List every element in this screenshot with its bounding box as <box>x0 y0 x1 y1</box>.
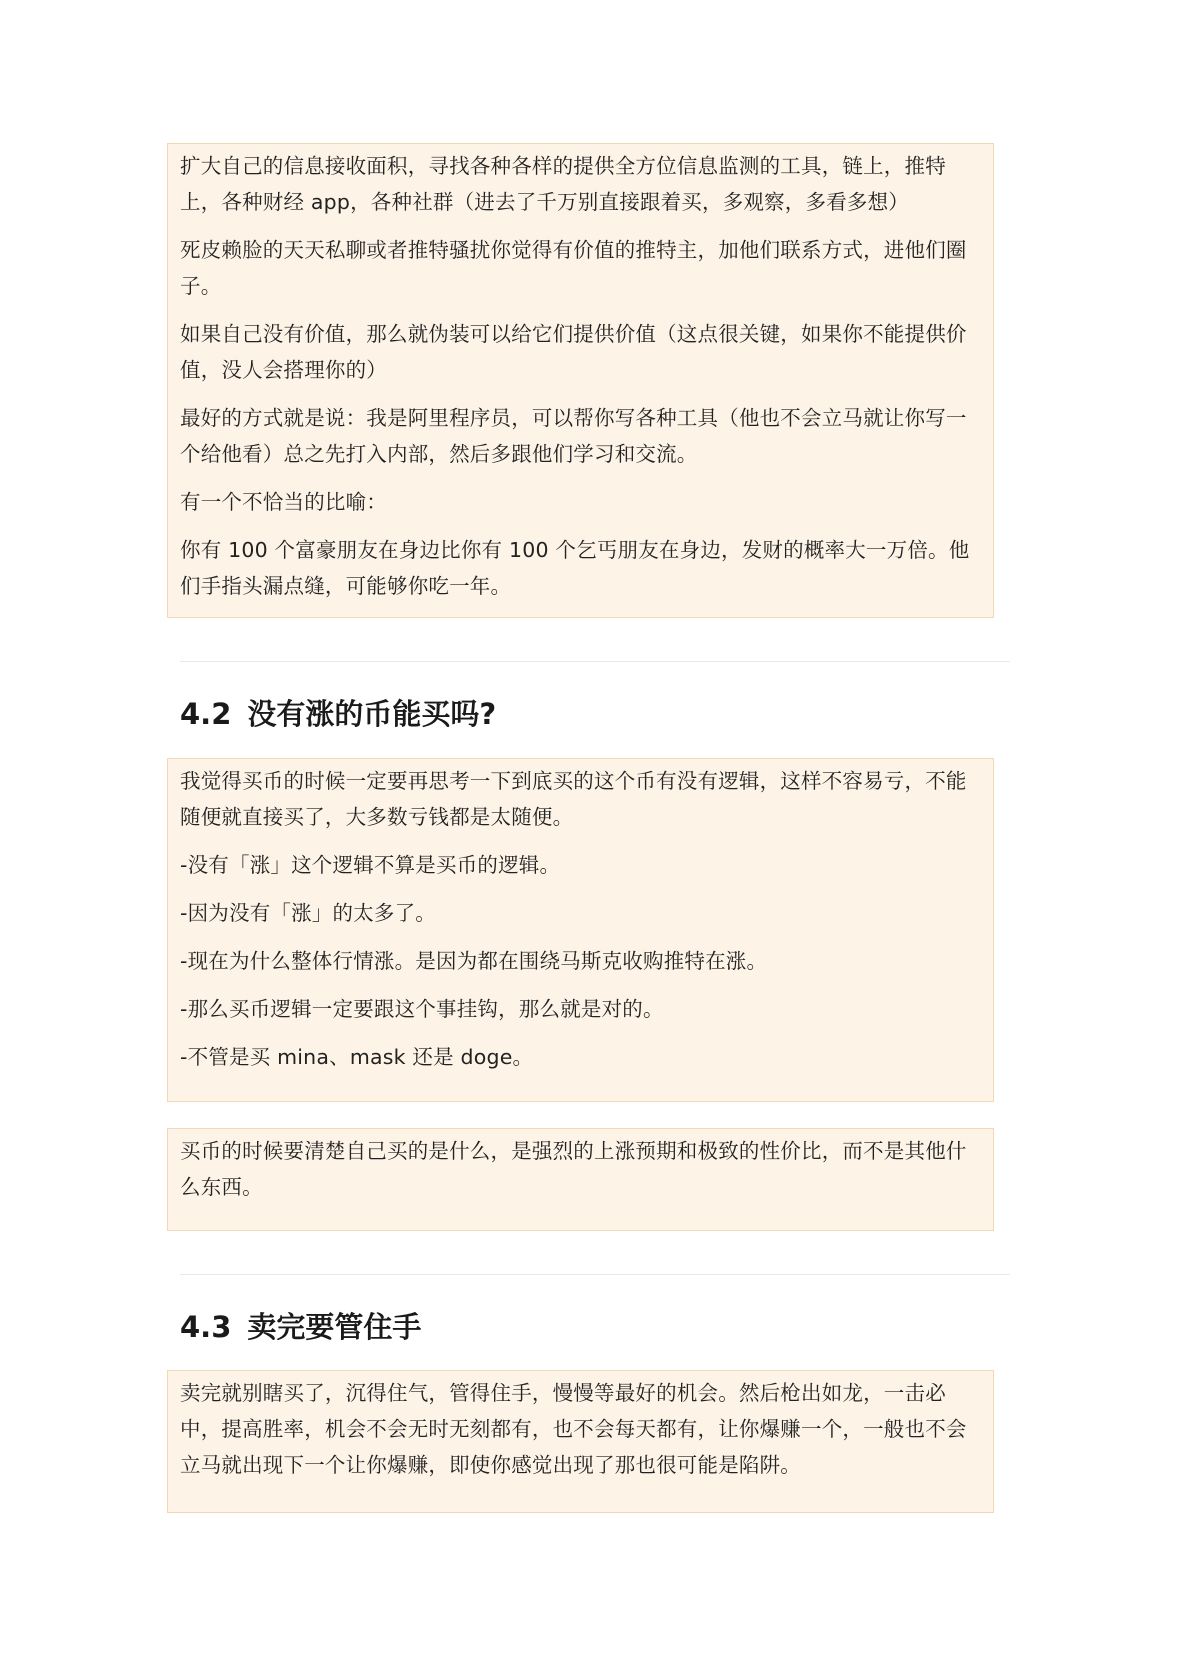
paragraph: 扩大自己的信息接收面积，寻找各种各样的提供全方位信息监测的工具，链上，推特上，各种财经 app，各种社群（进去了千万别直接跟着买，多观察，多看多想） <box>180 154 946 214</box>
paragraph: 有一个不恰当的比喻： <box>180 490 387 514</box>
paragraph: -因为没有「涨」的太多了。 <box>180 901 436 925</box>
paragraph: -没有「涨」这个逻辑不算是买币的逻辑。 <box>180 853 561 877</box>
paragraph: -现在为什么整体行情涨。是因为都在围绕马斯克收购推特在涨。 <box>180 949 768 973</box>
section-heading-4-2 <box>180 694 496 734</box>
paragraph: 你有 100 个富豪朋友在身边比你有 100 个乞丐朋友在身边，发财的概率大一万倍。他们手指头漏点缝，可能够你吃一年。 <box>180 538 970 598</box>
paragraph: 买币的时候要清楚自己买的是什么，是强烈的上涨预期和极致的性价比，而不是其他什么东西。 <box>180 1139 967 1199</box>
section-title: 卖完要管住手 <box>247 1310 422 1344</box>
section-number: 4.2 <box>180 697 232 731</box>
section-title: 没有涨的币能买吗? <box>247 697 497 731</box>
paragraph: -那么买币逻辑一定要跟这个事挂钩，那么就是对的。 <box>180 997 664 1021</box>
quote-box-buy-logic <box>167 758 994 1102</box>
paragraph: 卖完就别瞎买了，沉得住气，管得住手，慢慢等最好的机会。然后枪出如龙，一击必中，提高胜率，机会不会无时无刻都有，也不会每天都有，让你爆赚一个，一般也不会立马就出现下一个让你爆赚，即使你感觉出现了那也很可能是陷阱。 <box>180 1381 967 1477</box>
paragraph: 最好的方式就是说：我是阿里程序员，可以帮你写各种工具（他也不会立马就让你写一个给他看）总之先打入内部，然后多跟他们学习和交流。 <box>180 406 967 466</box>
section-heading-4-3 <box>180 1307 421 1347</box>
section-divider <box>180 661 1010 662</box>
quote-box-know-what-you-buy <box>167 1128 994 1231</box>
quote-box-info-sources <box>167 143 994 618</box>
paragraph: 死皮赖脸的天天私聊或者推特骚扰你觉得有价值的推特主，加他们联系方式，进他们圈子。 <box>180 238 967 298</box>
paragraph: -不管是买 mina、mask 还是 doge。 <box>180 1045 534 1069</box>
quote-box-hold-your-hand <box>167 1370 994 1513</box>
section-number: 4.3 <box>180 1310 232 1344</box>
section-divider <box>180 1274 1010 1275</box>
paragraph: 如果自己没有价值，那么就伪装可以给它们提供价值（这点很关键，如果你不能提供价值，没人会搭理你的） <box>180 322 967 382</box>
paragraph: 我觉得买币的时候一定要再思考一下到底买的这个币有没有逻辑，这样不容易亏，不能随便就直接买了，大多数亏钱都是太随便。 <box>180 769 967 829</box>
